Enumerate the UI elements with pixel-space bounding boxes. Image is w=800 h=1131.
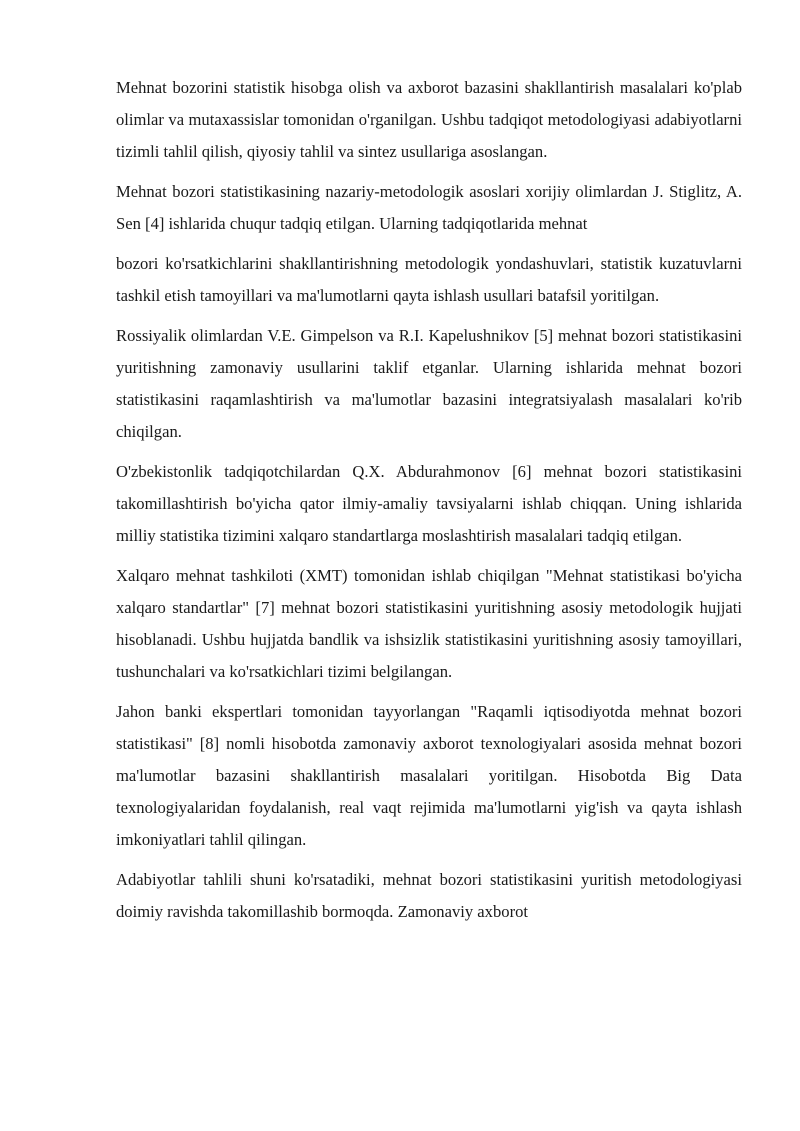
body-text	[116, 72, 742, 936]
paragraph-8: Adabiyotlar tahlili shuni ko'rsatadiki, mehnat bozori statistikasini yuritish metodologiyasi doimiy ravishda takomillashib bormoqda. Zamonaviy axborot	[116, 870, 742, 921]
paragraph-3: bozori ko'rsatkichlarini shakllantirishning metodologik yondashuvlari, statistik kuzatuvlarni tashkil etish tamoyillari va ma'lumotlarni qayta ishlash usullari batafsil yoritilgan.	[116, 254, 742, 305]
paragraph-5: O'zbekistonlik tadqiqotchilardan Q.X. Abdurahmonov [6] mehnat bozori statistikasini takomillashtirish bo'yicha qator ilmiy-amaliy tavsiyalarni ishlab chiqqan. Uning ishlarida milliy statistika tizimini xalqaro standartlarga moslashtirish masalalari tadqiq etilgan.	[116, 462, 742, 545]
paragraph-1: Mehnat bozorini statistik hisobga olish va axborot bazasini shakllantirish masalalari ko'plab olimlar va mutaxassislar tomonidan o'rganilgan. Ushbu tadqiqot metodologiyasi adabiyotlarni tizimli tahlil qilish, qiyosiy tahlil va sintez usullariga asoslangan.	[116, 78, 742, 161]
paragraph-2: Mehnat bozori statistikasining nazariy-metodologik asoslari xorijiy olimlardan J. Stiglitz, A. Sen [4] ishlarida chuqur tadqiq etilgan. Ularning tadqiqotlarida mehnat	[116, 182, 742, 233]
paragraph-6: Xalqaro mehnat tashkiloti (XMT) tomonidan ishlab chiqilgan "Mehnat statistikasi bo'yicha xalqaro standartlar" [7] mehnat bozori statistikasini yuritishning asosiy metodologik hujjati hisoblanadi. Ushbu hujjatda bandlik va ishsizlik statistikasini yuritishning asosiy tamoyillari, tushunchalari va ko'rsatkichlari tizimi belgilangan.	[116, 566, 742, 681]
paragraph-7: Jahon banki ekspertlari tomonidan tayyorlangan "Raqamli iqtisodiyotda mehnat bozori statistikasi" [8] nomli hisobotda zamonaviy axborot texnologiyalari asosida mehnat bozori ma'lumotlar bazasini shakllantirish masalalari yoritilgan. Hisobotda Big Data texnologiyalaridan foydalanish, real vaqt rejimida ma'lumotlarni yig'ish va qayta ishlash imkoniyatlari tahlil qilingan.	[116, 702, 742, 849]
paragraph-4: Rossiyalik olimlardan V.E. Gimpelson va R.I. Kapelushnikov [5] mehnat bozori statistikasini yuritishning zamonaviy usullarini taklif etganlar. Ularning ishlarida mehnat bozori statistikasini raqamlashtirish va ma'lumotlar bazasini integratsiyalash masalalari ko'rib chiqilgan.	[116, 326, 742, 441]
